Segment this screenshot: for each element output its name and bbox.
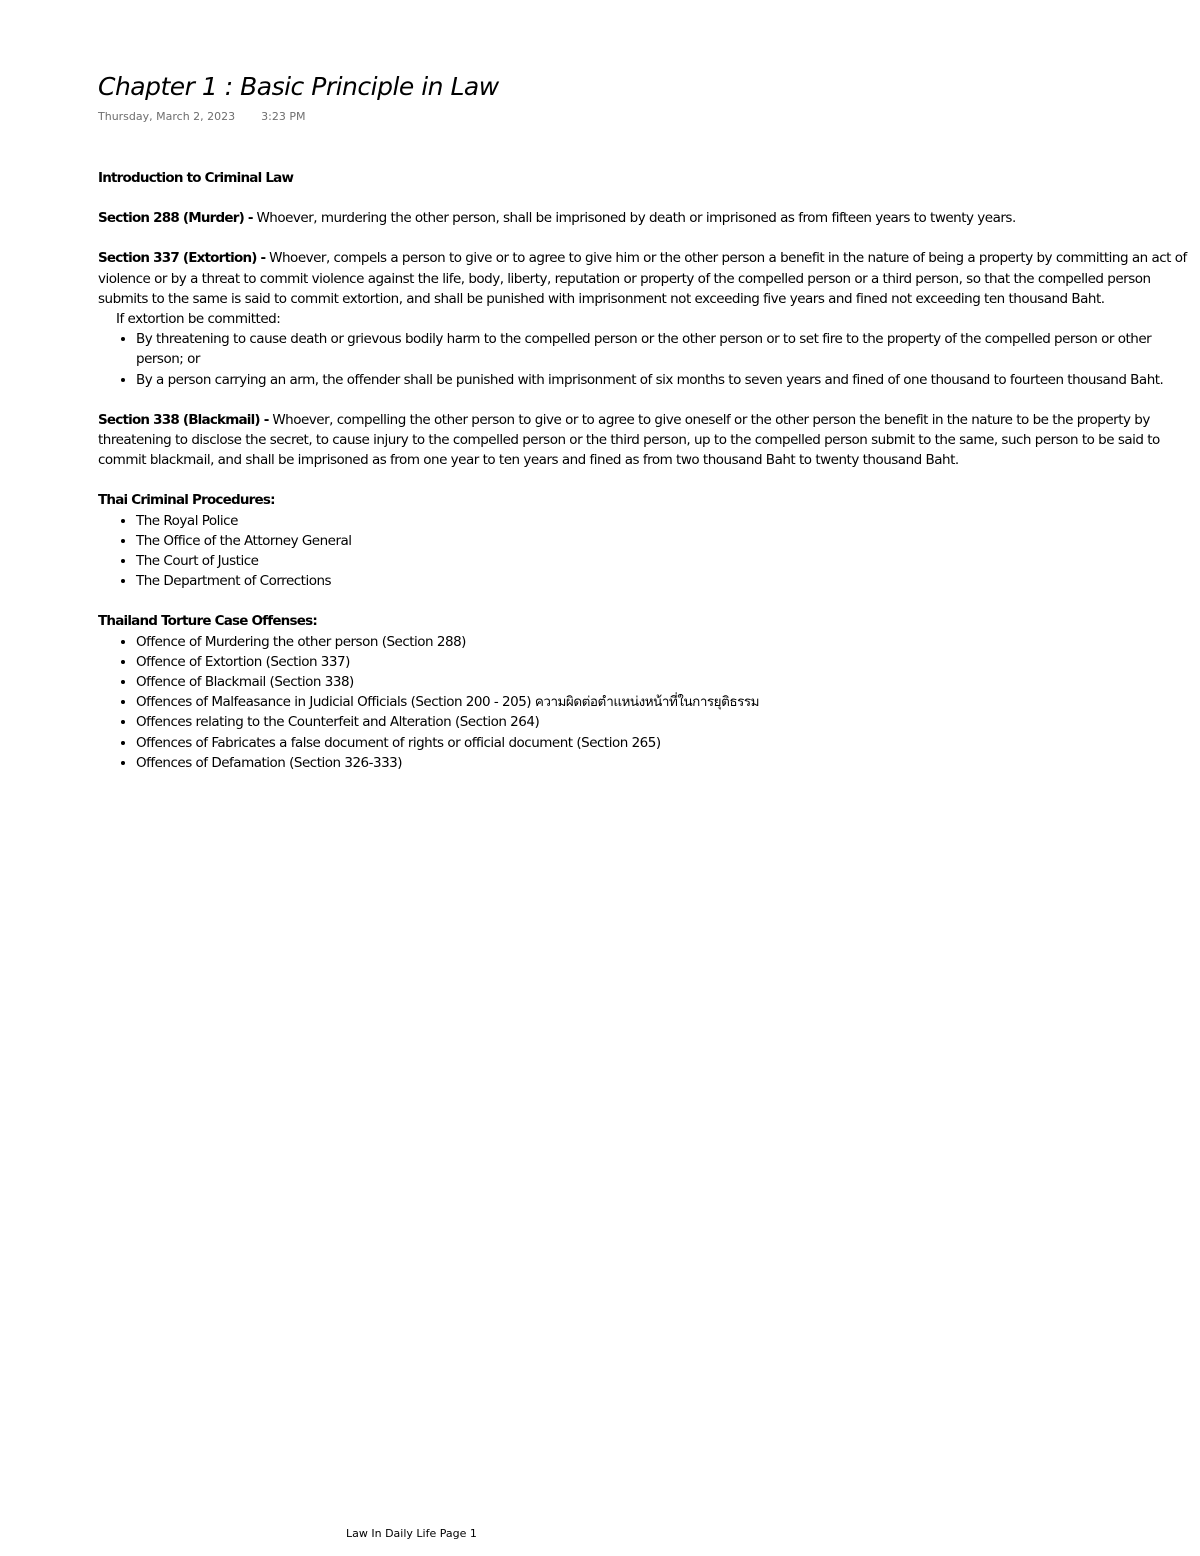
list-item: • The Office of the Attorney General bbox=[136, 531, 1190, 551]
list-item: • Offences of Defamation (Section 326-333) bbox=[136, 753, 1190, 773]
page-footer: Law In Daily Life Page 1 bbox=[346, 1527, 477, 1540]
note-body bbox=[98, 168, 1190, 773]
list-item: • The Court of Justice bbox=[136, 551, 1190, 571]
section-338-heading: Section 338 (Blackmail) - bbox=[98, 411, 269, 428]
page-title: Chapter 1 : Basic Principle in Law bbox=[98, 72, 499, 101]
list-item: • The Royal Police bbox=[136, 511, 1190, 531]
section-288-heading: Section 288 (Murder) - bbox=[98, 210, 253, 227]
offenses-heading: Thailand Torture Case Offenses: bbox=[98, 613, 317, 630]
procedures-heading: Thai Criminal Procedures: bbox=[98, 492, 275, 509]
offenses-list bbox=[98, 632, 1190, 773]
section-337-heading: Section 337 (Extortion) - bbox=[98, 250, 266, 267]
page-time: 3:23 PM bbox=[261, 110, 306, 123]
list-item: • Offence of Extortion (Section 337) bbox=[136, 652, 1190, 672]
list-item: • Offence of Blackmail (Section 338) bbox=[136, 672, 1190, 692]
list-item: • Offences of Fabricates a false document of rights or official document (Section 265) bbox=[136, 733, 1190, 753]
section-288-text: Whoever, murdering the other person, shall be imprisoned by death or imprisoned as from fifteen years to twenty years. bbox=[256, 210, 1016, 227]
section-338-text: Whoever, compelling the other person to give or to agree to give oneself or the other person the benefit in the nature to be the property by threatening to disclose the secret, to cause injury to the compelled person or the third person, up to the compelled person submit to the same, such person to be said to commit blackmail, and shall be imprisoned as from one year to ten years and fined as from two thousand Baht to twenty thousand Baht. bbox=[98, 411, 1160, 469]
section-337-paragraph bbox=[98, 248, 1190, 309]
section-338-paragraph bbox=[98, 410, 1190, 471]
extortion-conditions-list bbox=[98, 329, 1190, 390]
section-288-paragraph bbox=[98, 208, 1190, 228]
intro-heading: Introduction to Criminal Law bbox=[98, 170, 294, 186]
list-item: • By threatening to cause death or grievous bodily harm to the compelled person or the other person or to set fire to the property of the compelled person or other person; or bbox=[136, 329, 1190, 369]
page-date: Thursday, March 2, 2023 bbox=[98, 110, 236, 123]
extortion-conditions-intro: If extortion be committed: bbox=[116, 311, 281, 328]
list-item: • Offence of Murdering the other person (Section 288) bbox=[136, 632, 1190, 652]
list-item: • Offences relating to the Counterfeit and Alteration (Section 264) bbox=[136, 712, 1190, 732]
page-timestamp bbox=[98, 110, 305, 123]
section-337-text: Whoever, compels a person to give or to agree to give him or the other person a benefit in the nature of being a property by committing an act of violence or by a threat to commit violence against the life, body, liberty, reputation or property of the compelled person or a third person, so that the compelled person submits to the same is said to commit extortion, and shall be punished with imprisonment not exceeding five years and fined not exceeding ten thousand Baht. bbox=[98, 250, 1187, 307]
list-item: • The Department of Corrections bbox=[136, 571, 1190, 591]
list-item: • By a person carrying an arm, the offender shall be punished with imprisonment of six months to seven years and fined of one thousand to fourteen thousand Baht. bbox=[136, 370, 1190, 390]
procedures-list bbox=[98, 511, 1190, 592]
list-item: • Offences of Malfeasance in Judicial Officials (Section 200 - 205) ความผิดต่อตำแหน่งหน้าที่ในการยุติธรรม bbox=[136, 692, 1190, 712]
